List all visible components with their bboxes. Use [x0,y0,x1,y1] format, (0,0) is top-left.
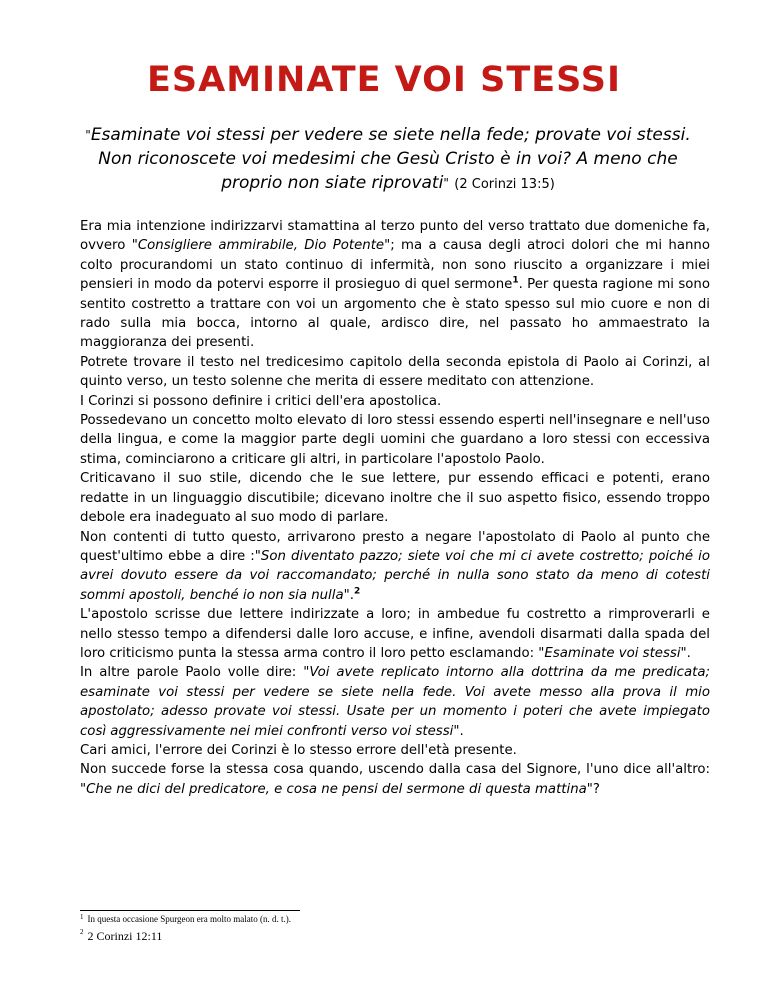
paragraph-6-part-c: ". [343,587,354,603]
body-text [80,217,710,799]
paragraph-8-part-c: ". [453,723,464,739]
paragraph-8-italic: Voi avete replicato intorno alla dottrina da me predicata; esaminate voi stessi per vedere se siete nella fede. Voi avete messo alla prova il mio apostolato; adesso provate voi stessi. Usate per un momento i poteri che avete impiegato così aggressivamente nei miei confronti verso voi stessi [80,665,710,739]
paragraph-10 [80,760,710,799]
paragraph-6 [80,528,710,606]
paragraph-7-part-c: ". [680,645,691,661]
paragraph-7 [80,605,710,663]
footnote-1-text: In questa occasione Spurgeon era molto malato (n. d. t.). [87,914,292,924]
paragraph-7-italic: Esaminate voi stessi [544,645,681,661]
footnote-1 [80,914,291,924]
paragraph-6-italic: Son diventato pazzo; siete voi che mi ci avete costretto; poiché io avrei dovuto essere da voi raccomandato; perché in nulla sono stato da meno di cotesti sommi apostoli, benché io non sia nulla [80,548,710,603]
paragraph-1-italic: Consigliere ammirabile, Dio Potente [137,238,385,254]
epigraph [80,123,696,197]
paragraph-8-part-a: In altre parole Paolo volle dire: " [80,665,310,681]
footnote-ref-1[interactable]: 1 [512,275,519,286]
paragraph-1-part-a: Era mia intenzione indirizzarvi stamattina al terzo punto del verso trattato due domeniche fa, ovvero " [80,219,710,254]
paragraph-4: Possedevano un concetto molto elevato di loro stessi essendo esperti nell'insegnare e nell'uso della lingua, e come la maggior parte degli uomini che guardano a loro stessi con eccessiva stima, cominciarono a criticare gli altri, in particolare l'apostolo Paolo. [80,413,710,467]
paragraph-7-part-a: L'apostolo scrisse due lettere indirizzate a loro; in ambedue fu costretto a rimproverarli e nello stesso tempo a difendersi dalle loro accuse, e infine, avendoli disarmati dalla spada del loro criticismo punta la stessa arma contro il loro petto esclamando: " [80,607,710,661]
paragraph-6-part-a: Non contenti di tutto questo, arrivarono presto a negare l'apostolato di Paolo al punto che quest'ultimo ebbe a dire :" [80,529,710,564]
paragraph-3: I Corinzi si possono definire i critici dell'era apostolica. [80,393,442,409]
paragraph-5: Criticavano il suo stile, dicendo che le sue lettere, pur essendo efficaci e potenti, erano redatte in un linguaggio discutibile; dicevano inoltre che il suo aspetto fisico, essendo troppo debole era inadeguato al suo modo di parlare. [80,471,710,526]
paragraph-9: Cari amici, l'errore dei Corinzi è lo stesso errore dell'età presente. [80,742,517,758]
epigraph-close-quote: " [443,176,449,190]
footnote-1-number: 1 [80,913,84,921]
epigraph-open-quote: " [85,128,91,142]
epigraph-text: Esaminate voi stessi per vedere se siete nella fede; provate voi stessi. Non riconoscete voi medesimi che Gesù Cristo è in voi? A meno che proprio non siate riprovati [90,125,691,193]
paragraph-1-part-c: "; ma a causa degli atroci dolori che mi hanno colto procurandomi un stato continuo di infermità, non sono riuscito a organizzare i miei pensieri in modo da potervi esporre il prosieguo di quel sermone [80,238,710,293]
epigraph-reference: (2 Corinzi 13:5) [454,177,555,192]
paragraph-2: Potrete trovare il testo nel tredicesimo capitolo della seconda epistola di Paolo ai Corinzi, al quinto verso, un testo solenne che merita di essere meditato con attenzione. [80,354,710,390]
paragraph-8 [80,663,710,741]
paragraph-1 [80,217,710,353]
footnote-2 [80,929,162,944]
page-title: ESAMINATE VOI STESSI [147,60,621,100]
paragraph-10-part-a: Non succede forse la stessa cosa quando, uscendo dalla casa del Signore, l'uno dice all'altro: " [80,762,710,797]
footnote-2-text: 2 Corinzi 12:11 [87,929,163,943]
paragraph-10-part-c: "? [586,781,600,797]
paragraph-10-italic: Che ne dici del predicatore, e cosa ne pensi del sermone di questa mattina [86,781,587,797]
paragraph-1-part-d: . Per questa ragione mi sono sentito costretto a trattare con voi un argomento che è stato spesso sul mio cuore e non di rado sulla mia bocca, intorno al quale, ardisco dire, nel passato ho ammaestrato la maggioranza dei presenti. [80,277,710,351]
footnote-divider [80,910,300,911]
footnote-2-number: 2 [80,928,84,936]
footnote-ref-2[interactable]: 2 [353,586,361,597]
